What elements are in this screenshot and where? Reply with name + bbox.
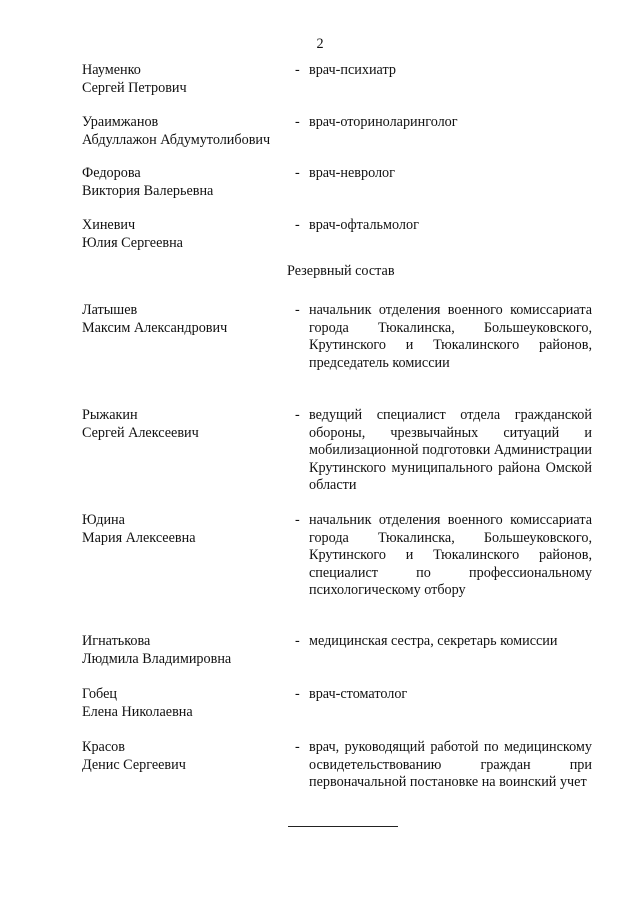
member-surname: Юдина — [82, 512, 125, 528]
member-given-names: Абдуллажон Абдумутолибович — [82, 131, 271, 148]
member-given-names: Сергей Петрович — [82, 79, 187, 96]
member-surname: Красов — [82, 739, 125, 755]
member-role: начальник отделения военного комиссариата города Тюкалинска, Большеуковского, Крутинского и Тюкалинского районов, специалист по профессиональному психологическому отбору — [309, 512, 592, 598]
member-role: врач-невролог — [309, 165, 395, 181]
dash: - — [295, 739, 300, 755]
member-role: врач-оториноларинголог — [309, 114, 458, 130]
dash: - — [295, 512, 300, 528]
member-given-names: Мария Алексеевна — [82, 529, 196, 546]
member-surname: Хиневич — [82, 217, 136, 233]
member-given-names: Людмила Владимировна — [82, 650, 232, 667]
dash: - — [295, 165, 300, 181]
page-number: 2 — [316, 36, 324, 52]
member-name — [82, 302, 292, 337]
member-surname: Игнатькова — [82, 633, 151, 649]
member-given-names: Юлия Сергеевна — [82, 234, 183, 251]
member-name — [82, 217, 292, 252]
member-surname: Латышев — [82, 302, 138, 318]
member-role: врач-офтальмолог — [309, 217, 419, 233]
member-role: врач-психиатр — [309, 62, 396, 78]
dash: - — [295, 633, 300, 649]
section-title-reserve: Резервный состав — [287, 263, 395, 279]
member-surname: Гобец — [82, 686, 117, 702]
dash: - — [295, 114, 300, 130]
member-surname: Ураимжанов — [82, 114, 159, 130]
member-role: начальник отделения военного комиссариата города Тюкалинска, Большеуковского, Крутинского и Тюкалинского районов, председатель комиссии — [309, 302, 592, 371]
member-name — [82, 165, 292, 200]
member-given-names: Сергей Алексеевич — [82, 424, 199, 441]
member-name — [82, 407, 292, 442]
member-surname: Науменко — [82, 62, 141, 78]
member-role: врач-стоматолог — [309, 686, 408, 702]
member-given-names: Денис Сергеевич — [82, 756, 186, 773]
member-name — [82, 114, 292, 149]
member-given-names: Максим Александрович — [82, 319, 228, 336]
member-name — [82, 633, 292, 668]
member-name — [82, 686, 292, 721]
dash: - — [295, 686, 300, 702]
member-name — [82, 739, 292, 774]
member-role: врач, руководящий работой по медицинскому освидетельствованию граждан при первоначальной постановке на воинский учет — [309, 739, 592, 790]
dash: - — [295, 62, 300, 78]
member-given-names: Елена Николаевна — [82, 703, 193, 720]
dash: - — [295, 217, 300, 233]
member-role: ведущий специалист отдела гражданской обороны, чрезвычайных ситуаций и мобилизационной подготовки Администрации Крутинского муниципального района Омской области — [309, 407, 592, 493]
end-of-list-rule — [288, 826, 398, 827]
dash: - — [295, 407, 300, 423]
member-surname: Федорова — [82, 165, 141, 181]
member-name — [82, 62, 292, 97]
member-surname: Рыжакин — [82, 407, 138, 423]
member-role: медицинская сестра, секретарь комиссии — [309, 633, 558, 649]
member-given-names: Виктория Валерьевна — [82, 182, 214, 199]
dash: - — [295, 302, 300, 318]
member-name — [82, 512, 292, 547]
